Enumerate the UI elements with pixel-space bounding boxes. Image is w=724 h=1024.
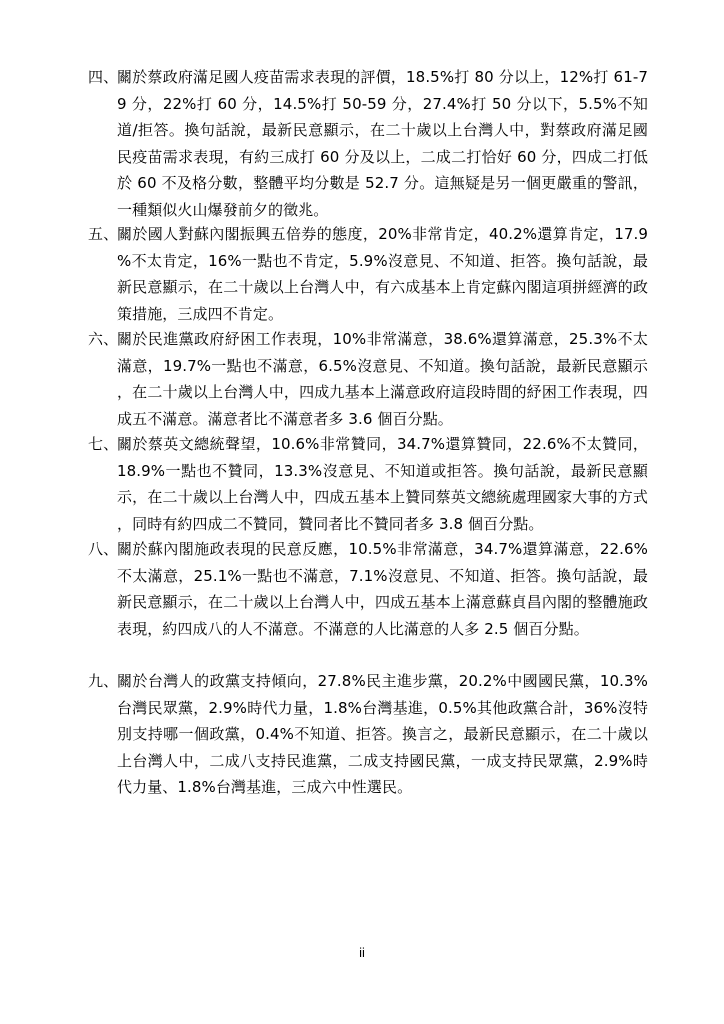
finding-item-president-approval	[88, 431, 648, 537]
finding-item-party-support	[88, 668, 648, 801]
finding-item-cabinet-performance	[88, 536, 648, 642]
finding-text: 關於民進黨政府紓困工作表現，10%非常滿意，38.6%還算滿意，25.3%不太滿意，19.7%一點也不滿意，6.5%沒意見、不知道。換句話說，最新民意顯示，在二十歲以上台灣人中，四成九基本上滿意政府這段時間的紓困工作表現，四成五不滿意。滿意者比不滿意者多 3.6 個百分點。	[117, 330, 648, 428]
finding-marker: 九、	[88, 672, 119, 690]
finding-marker: 七、	[88, 435, 119, 453]
finding-text: 關於台灣人的政黨支持傾向，27.8%民主進步黨，20.2%中國國民黨，10.3%台灣民眾黨，2.9%時代力量，1.8%台灣基進，0.5%其他政黨合計，36%沒特別支持哪一個政黨，0.4%不知道、拒答。換言之，最新民意顯示，在二十歲以上台灣人中，二成八支持民進黨，二成支持國民黨，一成支持民眾黨，2.9%時代力量、1.8%台灣基進，三成六中性選民。	[117, 672, 648, 796]
finding-item-vaccine	[88, 64, 648, 223]
finding-item-relief-work	[88, 326, 648, 432]
finding-text: 關於國人對蘇內閣振興五倍券的態度，20%非常肯定，40.2%還算肯定，17.9%不太肯定，16%一點也不肯定，5.9%沒意見、不知道、拒答。換句話說，最新民意顯示，在二十歲以上台灣人中，有六成基本上肯定蘇內閣這項拼經濟的政策措施，三成四不肯定。	[117, 225, 648, 323]
finding-marker: 六、	[88, 330, 119, 348]
page-number: ii	[359, 945, 365, 960]
finding-text: 關於蔡英文總統聲望，10.6%非常贊同，34.7%還算贊同，22.6%不太贊同，18.9%一點也不贊同，13.3%沒意見、不知道或拒答。換句話說，最新民意顯示，在二十歲以上台灣人中，四成五基本上贊同蔡英文總統處理國家大事的方式，同時有約四成二不贊同，贊同者比不贊同者多 3.8 個百分點。	[117, 435, 648, 533]
finding-marker: 八、	[88, 540, 119, 558]
finding-text: 關於蔡政府滿足國人疫苗需求表現的評價，18.5%打 80 分以上，12%打 61-79 分，22%打 60 分，14.5%打 50-59 分，27.4%打 50 分以下，5.5%不知道/拒答。換句話說，最新民意顯示，在二十歲以上台灣人中，對蔡政府滿足國民疫苗需求表現，有約三成打 60 分及以上，二成二打恰好 60 分，四成二打低於 60 不及格分數，整體平均分數是 52.7 分。這無疑是另一個更嚴重的警訊，一種類似火山爆發前夕的徵兆。	[117, 68, 648, 219]
finding-marker: 五、	[88, 225, 119, 243]
finding-marker: 四、	[88, 68, 119, 86]
finding-text: 關於蘇內閣施政表現的民意反應，10.5%非常滿意，34.7%還算滿意，22.6%不太滿意，25.1%一點也不滿意，7.1%沒意見、不知道、拒答。換句話說，最新民意顯示，在二十歲以上台灣人中，四成五基本上滿意蘇貞昌內閣的整體施政表現，約四成八的人不滿意。不滿意的人比滿意的人多 2.5 個百分點。	[117, 540, 648, 638]
finding-item-stimulus-vouchers	[88, 221, 648, 327]
